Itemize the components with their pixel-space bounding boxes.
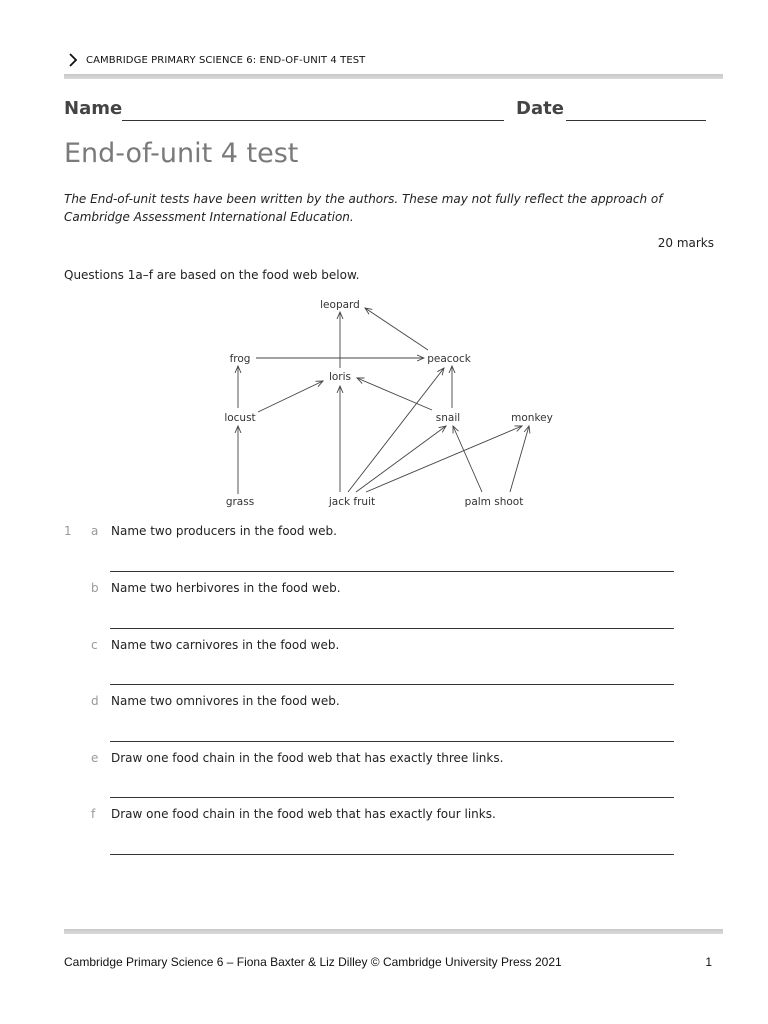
name-label: Name bbox=[64, 98, 123, 119]
answer-line-1c[interactable] bbox=[110, 684, 674, 685]
answer-line-1b[interactable] bbox=[110, 628, 674, 629]
organism-frog: frog bbox=[229, 353, 251, 365]
organism-palm-shoot: palm shoot bbox=[464, 496, 524, 508]
running-title: CAMBRIDGE PRIMARY SCIENCE 6: END-OF-UNIT 4 TEST bbox=[86, 54, 366, 66]
running-header bbox=[66, 50, 365, 70]
arrow-peacock-leopard bbox=[365, 308, 428, 350]
organism-grass: grass bbox=[225, 496, 255, 508]
organism-monkey: monkey bbox=[511, 412, 553, 424]
question-number: 1 bbox=[64, 524, 72, 538]
arrow-snail-loris bbox=[357, 378, 432, 410]
question-1e-text: Draw one food chain in the food web that has exactly three links. bbox=[111, 751, 504, 765]
arrow-jackfruit-monkey bbox=[366, 426, 522, 492]
organism-jack-fruit: jack fruit bbox=[328, 496, 376, 508]
part-letter-b: b bbox=[91, 581, 99, 595]
arrow-jackfruit-peacock bbox=[348, 368, 444, 492]
answer-line-1d[interactable] bbox=[110, 741, 674, 742]
header-divider bbox=[64, 74, 723, 79]
part-letter-a: a bbox=[91, 524, 99, 538]
arrow-palmshoot-snail bbox=[453, 426, 482, 492]
question-1d-text: Name two omnivores in the food web. bbox=[111, 694, 340, 708]
name-field[interactable] bbox=[122, 120, 504, 121]
answer-line-1a[interactable] bbox=[110, 571, 674, 572]
page-title: End-of-unit 4 test bbox=[64, 138, 299, 169]
page-number: 1 bbox=[705, 955, 712, 969]
organism-locust: locust bbox=[224, 412, 256, 424]
date-label: Date bbox=[516, 98, 564, 119]
part-letter-e: e bbox=[91, 751, 99, 765]
question-1a-text: Name two producers in the food web. bbox=[111, 524, 337, 538]
date-field[interactable] bbox=[566, 120, 706, 121]
footer-credit: Cambridge Primary Science 6 – Fiona Baxter & Liz Dilley © Cambridge University Press 2021 bbox=[64, 955, 562, 969]
total-marks: 20 marks bbox=[657, 236, 714, 250]
questions-intro: Questions 1a–f are based on the food web below. bbox=[64, 268, 360, 282]
answer-line-1f[interactable] bbox=[110, 854, 674, 855]
organism-leopard: leopard bbox=[320, 299, 360, 311]
part-letter-c: c bbox=[91, 638, 98, 652]
arrow-locust-loris bbox=[258, 381, 323, 412]
part-letter-d: d bbox=[91, 694, 99, 708]
organism-loris: loris bbox=[328, 371, 352, 383]
footer-divider bbox=[64, 929, 723, 934]
organism-peacock: peacock bbox=[427, 353, 471, 365]
question-1b-text: Name two herbivores in the food web. bbox=[111, 581, 341, 595]
disclaimer-text: The End-of-unit tests have been written by the authors. These may not fully reflect the approach of Cambridge Assessment International Education. bbox=[64, 192, 663, 224]
arrow-palmshoot-monkey bbox=[510, 426, 529, 492]
question-1f-text: Draw one food chain in the food web that has exactly four links. bbox=[111, 807, 496, 821]
part-letter-f: f bbox=[91, 807, 96, 821]
answer-line-1e[interactable] bbox=[110, 797, 674, 798]
name-date-row bbox=[64, 98, 724, 126]
organism-snail: snail bbox=[435, 412, 461, 424]
arrow-jackfruit-snail bbox=[356, 426, 446, 492]
food-web-diagram bbox=[220, 296, 556, 510]
chevron-right-icon bbox=[66, 51, 80, 69]
question-1c-text: Name two carnivores in the food web. bbox=[111, 638, 340, 652]
